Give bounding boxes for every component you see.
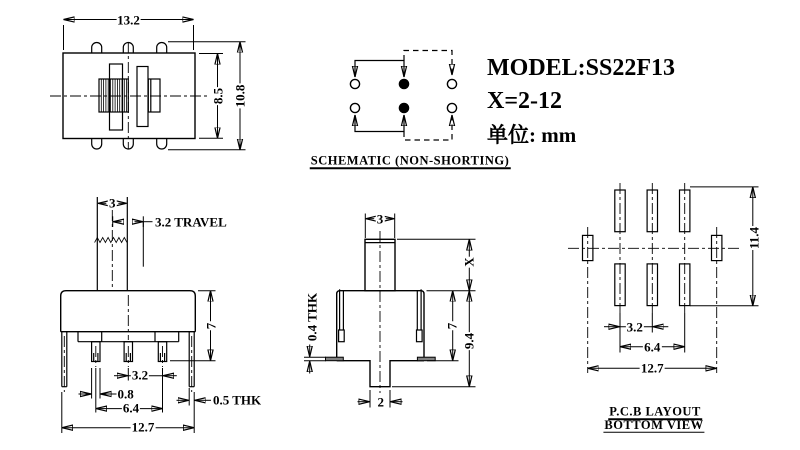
dim-label-front-pin-span: 6.4 <box>122 400 140 416</box>
dim-label-front-pin-pitch: 3.2 <box>131 367 149 383</box>
x-range-text: X=2-12 <box>487 88 562 114</box>
dim-label-side-knob-width: 3 <box>376 211 384 227</box>
dim-label-pcb-height: 11.4 <box>746 226 761 249</box>
dim-label-side-total-height: 9.4 <box>461 332 476 349</box>
dim-label-side-pin-width: 2 <box>377 394 384 410</box>
pcb-caption-line2: BOTTOM VIEW <box>604 417 704 432</box>
dim-label-front-body-height: 7 <box>203 322 218 329</box>
dim-label-side-tab-thk: 0.4 THK <box>304 292 319 341</box>
dim-label-top-width: 13.2 <box>117 12 140 27</box>
top-view-drawing <box>50 20 246 150</box>
unit-text: 单位: mm <box>487 123 577 147</box>
dim-label-top-total-height: 10.8 <box>232 84 248 108</box>
dim-label-pcb-pitch: 3.2 <box>626 319 643 335</box>
schematic-caption: SCHEMATIC (NON-SHORTING) <box>310 154 511 170</box>
dim-label-pcb-width: 12.7 <box>640 360 664 376</box>
dim-label-top-body-height: 8.5 <box>210 87 225 105</box>
model-number-text: MODEL:SS22F13 <box>487 55 676 81</box>
front-view-drawing <box>61 197 216 433</box>
dim-label-front-travel: 3.2 TRAVEL <box>155 214 227 230</box>
dim-label-pcb-span: 6.4 <box>644 339 661 355</box>
dim-label-front-knob-width: 3 <box>109 195 116 211</box>
pcb-caption-line1: P.C.B LAYOUT <box>608 405 702 421</box>
dim-label-side-body-height: 7 <box>444 322 460 330</box>
dim-label-front-total-width: 12.7 <box>131 419 155 435</box>
dim-label-front-bracket-thk: 0.5 THK <box>213 392 262 408</box>
dim-label-side-knob-height: X <box>461 257 477 267</box>
side-view-drawing <box>304 211 476 408</box>
pcb-layout-drawing <box>568 183 759 376</box>
schematic-drawing <box>350 51 456 141</box>
dim-label-front-pin-width: 0.8 <box>117 386 134 401</box>
